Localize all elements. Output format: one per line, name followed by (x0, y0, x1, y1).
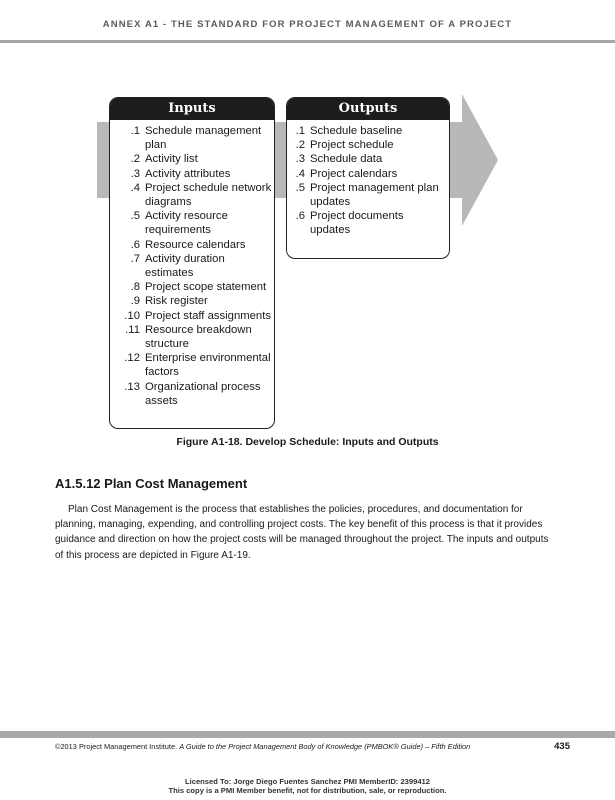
input-item: .10 Project staff assignments (124, 309, 271, 322)
input-item: .11 Resource breakdown (125, 323, 252, 336)
input-item: .7 Activity duration (130, 252, 225, 265)
input-item: requirements (145, 224, 211, 237)
inputs-title: Inputs (110, 98, 274, 120)
inputs-box (109, 97, 275, 429)
footer-copyright: ©2013 Project Management Institute. (55, 742, 178, 751)
running-header: ANNEX A1 - THE STANDARD FOR PROJECT MANAGEMENT OF A PROJECT (102, 19, 513, 30)
output-item: .6 Project documents (295, 210, 404, 223)
outputs-list (287, 120, 449, 238)
output-item: .5 Project management plan (295, 181, 439, 194)
input-item: assets (145, 394, 178, 407)
inputs-list (110, 120, 274, 408)
section-heading: A1.5.12 Plan Cost Management (55, 476, 248, 491)
output-item: .3 Schedule data (295, 153, 383, 166)
license-line-2: This copy is a PMI Member benefit, not for distribution, sale, or reproduction. (168, 785, 447, 795)
input-item: .13 Organizational process (124, 380, 261, 393)
input-item: .6 Resource calendars (130, 238, 246, 251)
figure-caption: Figure A1-18. Develop Schedule: Inputs and Outputs (176, 436, 439, 448)
input-item: .2 Activity list (130, 153, 198, 166)
footer-guide-title: A Guide to the Project Management Body of Knowledge (PMBOK® Guide) – Fifth Edition (179, 742, 471, 751)
input-item: structure (145, 338, 189, 351)
license-line-1: Licensed To: Jorge Diego Fuentes Sanchez PMI MemberID: 2399412 (184, 777, 431, 786)
license-notice (0, 778, 615, 795)
input-item: estimates (145, 267, 194, 280)
footer-citation (55, 742, 470, 751)
footer-rule (0, 731, 615, 738)
input-item: .5 Activity resource (130, 210, 228, 223)
input-item: .9 Risk register (130, 295, 208, 308)
input-item: .3 Activity attributes (130, 167, 231, 180)
body-paragraph: Plan Cost Management is the process that establishes the policies, procedures, and documentation for planning, managing, expending, and controlling project costs. The key benefit of this process is that it provides guidance and direction on how the project costs will be managed throughout the project. The inputs and outputs of this process are depicted in Figure A1-19. (55, 504, 549, 561)
input-item: .1 Schedule management (130, 125, 262, 137)
output-item: updates (310, 196, 351, 209)
input-item: factors (145, 366, 179, 379)
output-item: .2 Project schedule (295, 139, 394, 152)
input-item: diagrams (145, 196, 192, 209)
input-item: plan (145, 139, 167, 152)
input-item: .12 Enterprise environmental (124, 352, 271, 365)
outputs-title: Outputs (287, 98, 449, 120)
input-item: .4 Project schedule network (130, 181, 272, 194)
output-item: .4 Project calendars (295, 167, 398, 180)
page-number: 435 (554, 741, 570, 752)
output-item: updates (310, 224, 351, 237)
input-item: .8 Project scope statement (130, 281, 267, 294)
outputs-box (286, 97, 450, 259)
output-item: .1 Schedule baseline (295, 125, 403, 137)
